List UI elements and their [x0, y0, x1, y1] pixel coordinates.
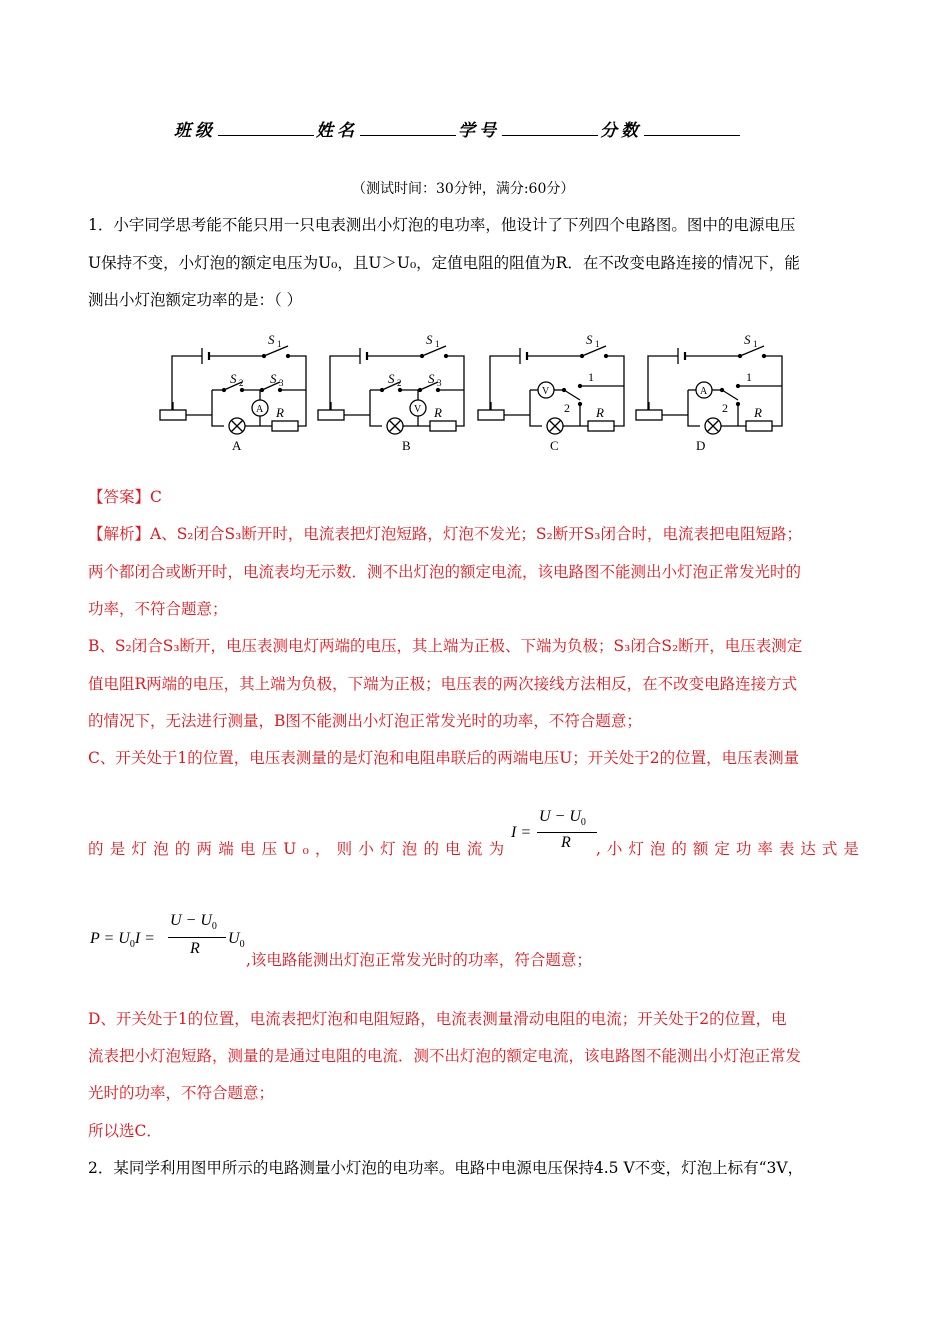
power-rhs: U: [228, 930, 240, 947]
class-label: 班级: [174, 121, 216, 141]
label-c-pos1: 1: [588, 370, 594, 384]
label-d-s1: S: [744, 332, 751, 347]
q2-line1: 2．某同学利用图甲所示的电路测量小灯泡的电功率。电路中电源电压保持4.5 V不变，灯泡上标有“3V，: [88, 1159, 804, 1177]
q1-line2: U保持不变，小灯泡的额定电压为U₀，且U＞U₀，定值电阻的阻值为R．在不改变电路连接的情况下，能: [88, 254, 800, 272]
label-c-s1: S: [586, 332, 593, 347]
power-mid: I =: [134, 930, 155, 947]
label-b-s3-sub: 3: [437, 378, 442, 388]
current-lhs: I =: [511, 824, 532, 841]
label-c-pos2: 2: [564, 401, 570, 415]
label-b-s1-sub: 1: [435, 339, 440, 349]
analysis-d3: 光时的功率，不符合题意；: [88, 1084, 275, 1102]
power-formula: [90, 912, 250, 962]
analysis-b1: B、S₂闭合S₃断开，电压表测电灯两端的电压，其上端为正极、下端为负极；S₃闭合S₂断开，电压表测定: [88, 637, 803, 655]
class-blank[interactable]: [218, 121, 314, 136]
label-a-s2: S: [230, 371, 237, 386]
label-a-s3: S: [270, 371, 277, 386]
circuit-d: [636, 346, 782, 434]
label-a-s1: S: [268, 332, 275, 347]
score-label: 分数: [600, 121, 642, 141]
label-c-voltmeter: V: [542, 386, 550, 397]
analysis-c1: C、开关处于1的位置，电压表测量的是灯泡和电阻串联后的两端电压U；开关处于2的位置，电压表测量: [88, 749, 800, 767]
analysis-c3-tail: ,该电路能测出灯泡正常发光时的功率，符合题意；: [246, 951, 592, 969]
power-lhs: P = U: [90, 930, 130, 947]
label-b-s2: S: [388, 371, 395, 386]
label-a-s1-sub: 1: [277, 339, 282, 349]
analysis-conclusion: 所以选C．: [88, 1122, 162, 1140]
label-c-r: R: [596, 405, 604, 420]
label-d-pos2: 2: [722, 401, 728, 415]
name-blank[interactable]: [360, 121, 456, 136]
analysis-c2-tail: ,小灯泡的额定功率表达式是: [596, 840, 865, 858]
label-a-s2-sub: 2: [239, 378, 244, 388]
test-info: （测试时间：30分钟，满分:60分）: [352, 181, 575, 197]
power-denominator: R: [190, 940, 200, 957]
power-numerator: U − U: [170, 912, 212, 929]
power-rhs-sub: 0: [239, 939, 245, 951]
label-d: D: [696, 438, 706, 453]
label-b-s2-sub: 2: [397, 378, 402, 388]
label-a: A: [232, 438, 242, 453]
score-blank[interactable]: [644, 121, 740, 136]
q1-line3: 测出小灯泡额定功率的是：（ ）: [88, 291, 303, 309]
label-b: B: [402, 438, 411, 453]
label-a-ammeter: A: [256, 404, 264, 415]
circuit-b: [318, 346, 464, 434]
label-b-s3: S: [428, 371, 435, 386]
power-lhs-sub: 0: [129, 939, 135, 951]
label-d-ammeter: A: [700, 386, 708, 397]
circuit-a: [160, 346, 306, 434]
current-num-sub: 0: [580, 817, 586, 829]
number-label: 学号: [458, 121, 500, 141]
circuit-diagrams: [150, 326, 800, 454]
label-d-s1-sub: 1: [753, 339, 758, 349]
current-denominator: R: [561, 834, 571, 851]
analysis-d2: 流表把小灯泡短路，测量的是通过电阻的电流．测不出灯泡的额定电流，该电路图不能测出小灯泡正常发: [88, 1047, 802, 1065]
analysis-b3: 的情况下，无法进行测量，B图不能测出小灯泡正常发光时的功率，不符合题意；: [88, 712, 642, 730]
student-info-header: [174, 116, 742, 141]
label-c: C: [550, 438, 559, 453]
label-b-voltmeter: V: [414, 404, 422, 415]
number-blank[interactable]: [502, 121, 598, 136]
answer: 【答案】C: [88, 488, 162, 506]
label-a-s3-sub: 3: [279, 378, 284, 388]
power-num-sub: 0: [211, 921, 217, 933]
label-d-r: R: [754, 405, 762, 420]
analysis-a3: 功率，不符合题意；: [88, 600, 228, 618]
analysis-b2: 值电阻R两端的电压，其上端为负极，下端为正极；电压表的两次接线方法相反，在不改变电路连接方式: [88, 675, 798, 693]
current-formula: [511, 808, 601, 856]
analysis-a1: 【解析】A、S₂闭合S₃断开时，电流表把灯泡短路，灯泡不发光；S₂断开S₃闭合时，电流表把电阻短路；: [88, 525, 803, 543]
analysis-d1: D、开关处于1的位置，电流表把灯泡和电阻短路，电流表测量滑动电阻的电流；开关处于2的位置，电: [88, 1010, 787, 1028]
label-d-pos1: 1: [746, 370, 752, 384]
circuit-c: [478, 346, 624, 434]
analysis-c2: 的是灯泡的两端电压U₀，则小灯泡的电流为: [88, 840, 511, 858]
label-c-s1-sub: 1: [595, 339, 600, 349]
name-label: 姓名: [316, 121, 358, 141]
label-b-s1: S: [426, 332, 433, 347]
label-a-r: R: [276, 405, 284, 420]
current-numerator: U − U: [539, 808, 581, 825]
q1-line1: 1．小宇同学思考能不能只用一只电表测出小灯泡的电功率，他设计了下列四个电路图。图中的电源电压: [88, 216, 796, 234]
analysis-a2: 两个都闭合或断开时，电流表均无示数．测不出灯泡的额定电流，该电路图不能测出小灯泡正常发光时的: [88, 563, 802, 581]
label-b-r: R: [434, 405, 442, 420]
